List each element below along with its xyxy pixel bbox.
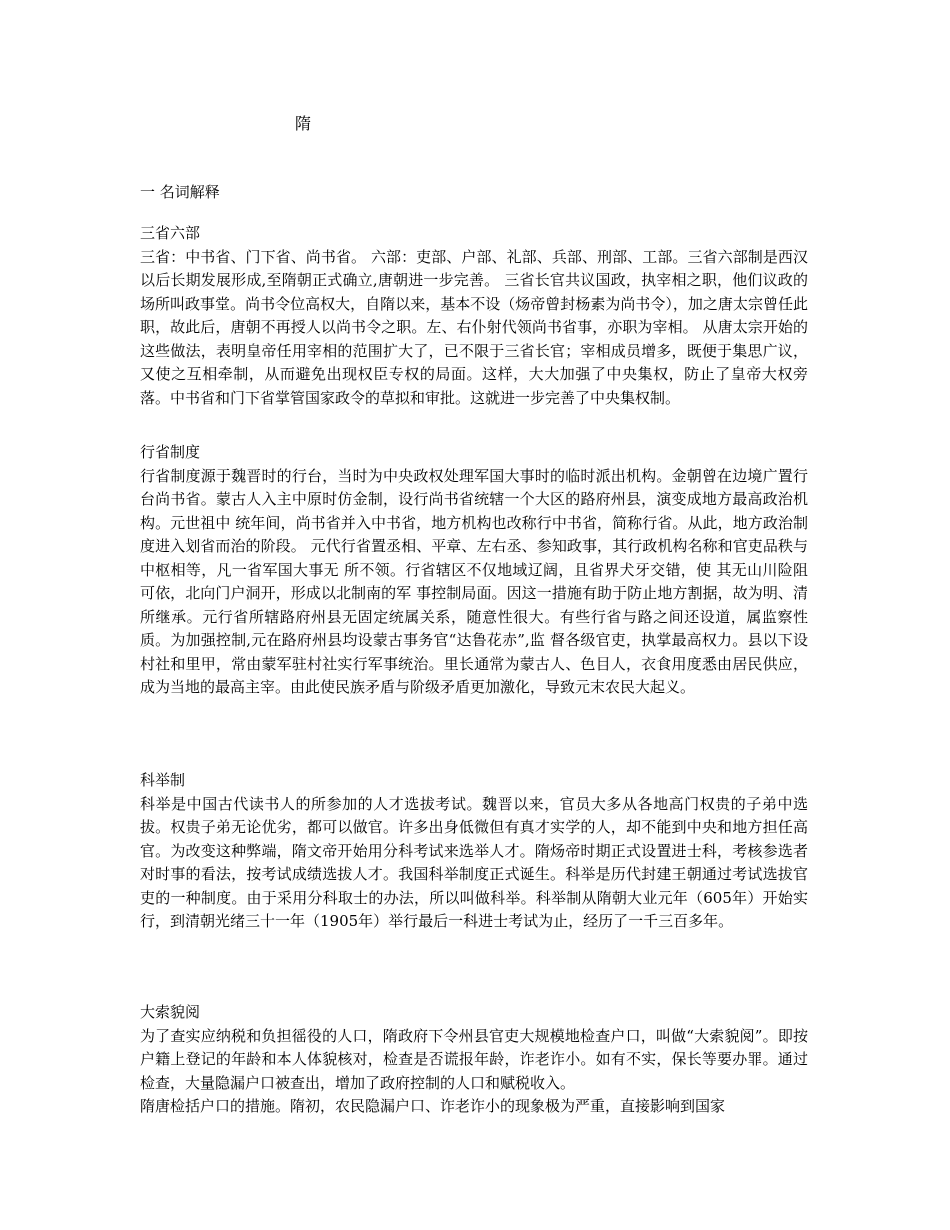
section-heading: 一 名词解释 <box>140 183 220 201</box>
entry-keju-zhi <box>140 769 808 934</box>
entry-xingsheng-zhidu <box>140 441 808 700</box>
entry-term: 行省制度 <box>140 443 201 461</box>
entry-paragraph: 行省制度源于魏晋时的行台，当时为中央政权处理军国大事时的临时派出机构。金朝曾在边境广置行台尚书省。蒙古人入主中原时仿金制，设行尚书省统辖一个大区的路府州县，演变成地方最高政治机构。元世祖中 统年间，尚书省并入中书省，地方机构也改称行中书省，简称行省。从此，地方政治制度进入划省而治的阶段。 元代行省置丞相、平章、左右丞、参知政事，其行政机构名称和官吏品秩与中枢相等，凡一省军国大事无 所不领。行省辖区不仅地域辽阔，且省界犬牙交错，使 其无山川险阻可依，北向门户洞开，形成以北制南的军 事控制局面。因这一措施有助于防止地方割据，故为明、清所继承。元行省所辖路府州县无固定统属关系，随意性很大。有些行省与路之间还设道，属监察性质。为加强控制,元在路府州县均设蒙古事务官“达鲁花赤”,监 督各级官吏，执掌最高权力。县以下设村社和里甲，常由蒙军驻村社实行军事统治。里长通常为蒙古人、色目人，衣食用度悉由居民供应，成为当地的最高主宰。由此使民族矛盾与阶级矛盾更加激化，导致元末农民大起义。 <box>140 466 808 696</box>
entry-term: 大索貌阅 <box>140 1003 201 1021</box>
entry-term: 科举制 <box>140 771 186 789</box>
entry-dasuo-maoyue <box>140 1001 808 1119</box>
entry-term: 三省六部 <box>140 224 201 242</box>
document-title: 隋 <box>295 114 312 133</box>
entry-paragraph: 为了查实应纳税和负担徭役的人口，隋政府下令州县官吏大规模地检查户口，叫做“大索貌阅”。即按户籍上登记的年龄和本人体貌核对，检查是否谎报年龄，诈老诈小。如有不实，保长等要办罪。通过检查，大量隐漏户口被查出，增加了政府控制的人口和赋税收入。 <box>140 1026 808 1092</box>
entry-paragraph: 隋唐检括户口的措施。隋初，农民隐漏户口、诈老诈小的现象极为严重，直接影响到国家 <box>140 1097 726 1115</box>
entry-paragraph: 科举是中国古代读书人的所参加的人才选拔考试。魏晋以来，官员大多从各地高门权贵的子弟中选拔。权贵子弟无论优劣，都可以做官。许多出身低微但有真才实学的人，却不能到中央和地方担任高官。为改变这种弊端，隋文帝开始用分科考试来选举人才。隋炀帝时期正式设置进士科，考核参选者对时事的看法，按考试成绩选拔人才。我国科举制度正式诞生。科举是历代封建王朝通过考试选拔官吏的一种制度。由于采用分科取士的办法，所以叫做科举。科举制从隋朝大业元年（605年）开始实行，到清朝光绪三十一年（1905年）举行最后一科进士考试为止，经历了一千三百多年。 <box>140 794 808 930</box>
entry-sansheng-liubu <box>140 222 808 410</box>
entry-paragraph: 三省：中书省、门下省、尚书省。 六部：吏部、户部、礼部、兵部、刑部、工部。三省六部制是西汉以后长期发展形成,至隋朝正式确立,唐朝进一步完善。 三省长官共议国政，执宰相之职，他们议政的场所叫政事堂。尚书令位高权大，自隋以来，基本不设（炀帝曾封杨素为尚书令），加之唐太宗曾任此职，故此后，唐朝不再授人以尚书令之职。左、右仆射代领尚书省事，亦职为宰相。 从唐太宗开始的这些做法，表明皇帝任用宰相的范围扩大了，已不限于三省长官；宰相成员增多，既便于集思广议，又使之互相牵制，从而避免出现权臣专权的局面。这样，大大加强了中央集权，防止了皇帝大权旁落。中书省和门下省掌管国家政令的草拟和审批。这就进一步完善了中央集权制。 <box>140 247 808 407</box>
